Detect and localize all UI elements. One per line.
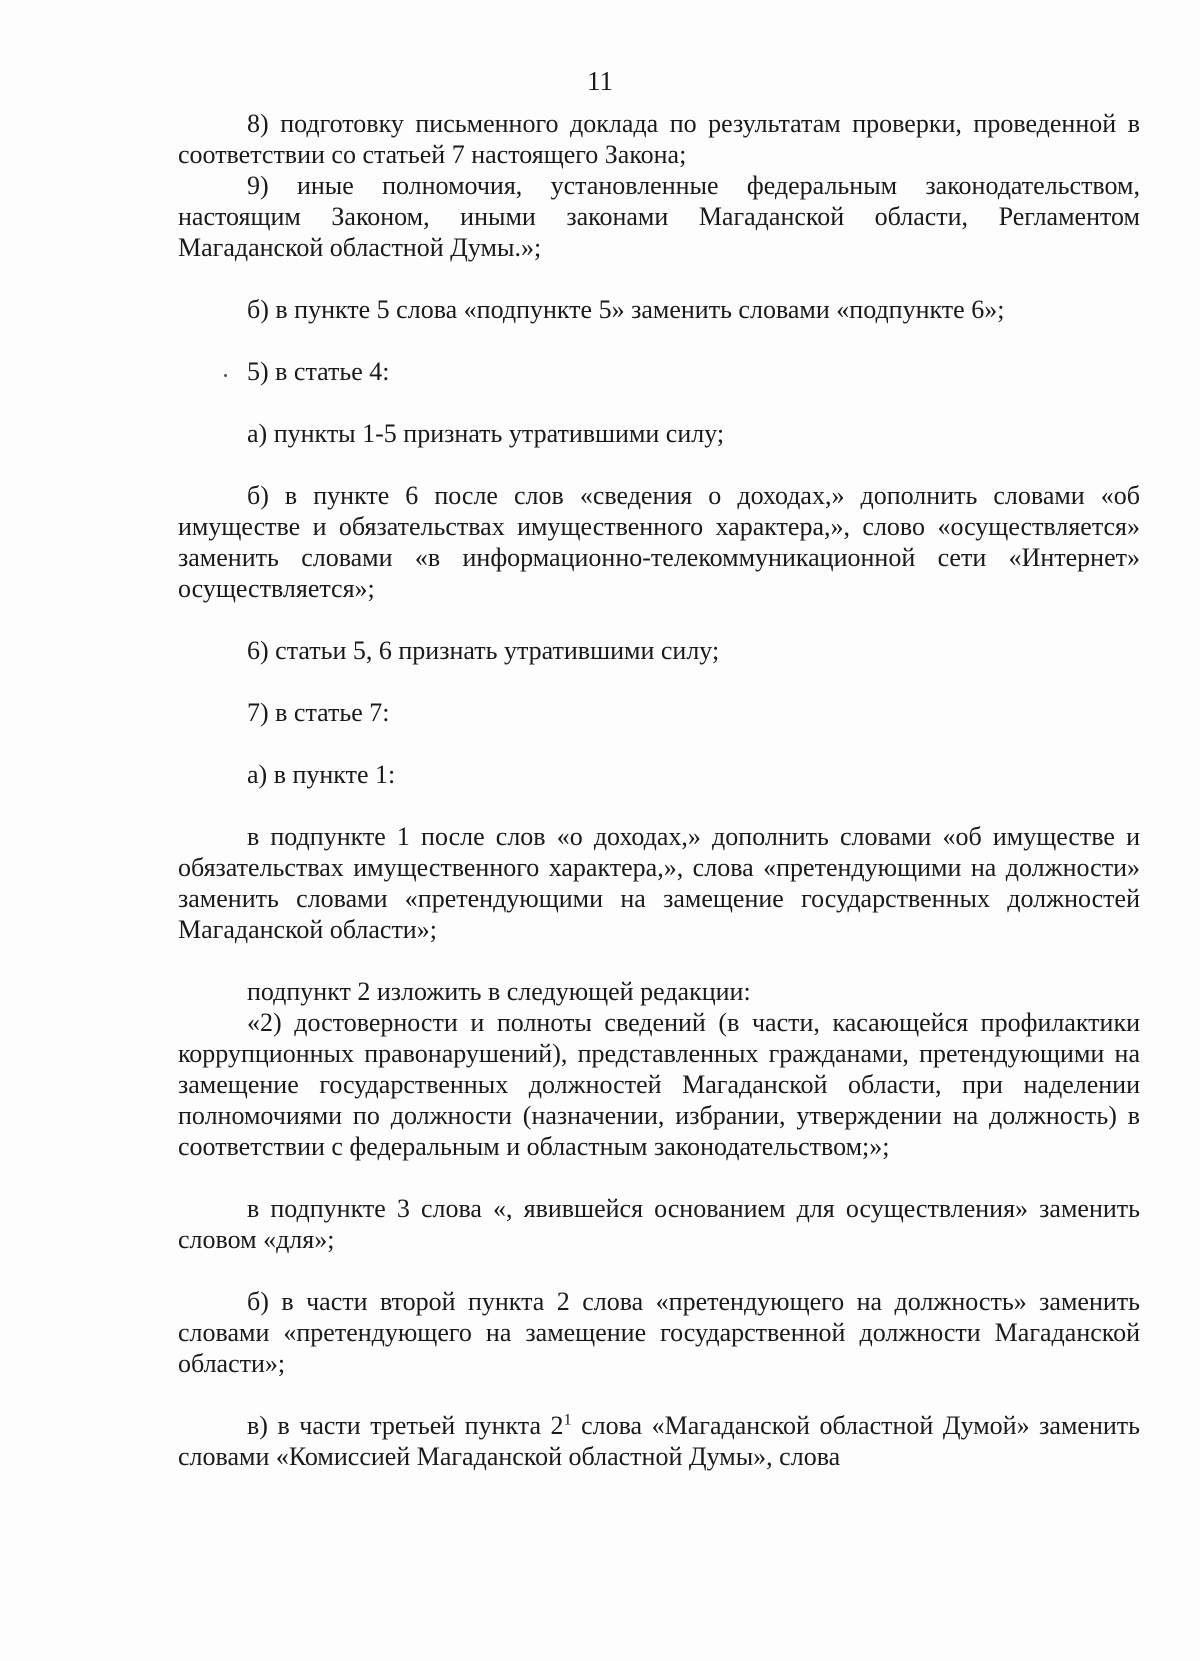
paragraph: б) в пункте 6 после слов «сведения о доходах,» дополнить словами «об имуществе и обязательствах имущественного характера,», слово «осуществляется» заменить словами «в информационно-телекоммуникационной сети «Интернет» осуществляется»; [178, 481, 1140, 603]
paragraph: б) в части второй пункта 2 слова «претендующего на должность» заменить словами «претендующего на замещение государственной должности Магаданской области»; [178, 1287, 1140, 1378]
paragraph-end: слова «Магаданской областной Думой» заменить словами «Комиссией Магаданской областной Думы», слова [178, 1411, 1140, 1471]
paragraph: а) пункты 1-5 признать утратившими силу; [247, 419, 725, 448]
paragraph: 9) иные полномочия, установленные федеральным законодательством, настоящим Законом, иными законами Магаданской области, Регламентом Магаданской областной Думы.»; [178, 171, 1140, 262]
paragraph: а) в пункте 1: [247, 760, 396, 789]
paragraph: в подпункте 3 слова «, явившейся основанием для осуществления» заменить словом «для»; [178, 1194, 1140, 1254]
paragraph: подпункт 2 изложить в следующей редакции: [247, 977, 751, 1006]
paragraph: 6) статьи 5, 6 признать утратившими силу; [247, 636, 720, 665]
paragraph-start: в) в части третьей пункта 2 [247, 1411, 564, 1440]
paragraph: б) в пункте 5 слова «подпункте 5» заменить словами «подпункте 6»; [247, 295, 1005, 324]
superscript: 1 [563, 1411, 572, 1429]
paragraph [178, 1410, 1140, 1472]
paragraph: 7) в статье 7: [247, 698, 390, 727]
paragraph: «2) достоверности и полноты сведений (в части, касающейся профилактики коррупционных правонарушений), представленных гражданами, претендующими на замещение государственных должностей Магаданской области, при наделении полномочиями по должности (назначении, избрании, утверждении на должность) в соответствии с федеральным и областным законодательством;»; [178, 1008, 1140, 1161]
page-number: 11 [587, 66, 613, 96]
document-body [178, 108, 1140, 1472]
paragraph: в подпункте 1 после слов «о доходах,» дополнить словами «об имуществе и обязательствах имущественного характера,», слова «претендующими на должности» заменить словами «претендующими на замещение государственных должностей Магаданской области»; [178, 822, 1140, 944]
paragraph: 5) в статье 4: [247, 357, 390, 386]
paragraph: 8) подготовку письменного доклада по результатам проверки, проведенной в соответствии со статьей 7 настоящего Закона; [178, 109, 1140, 169]
